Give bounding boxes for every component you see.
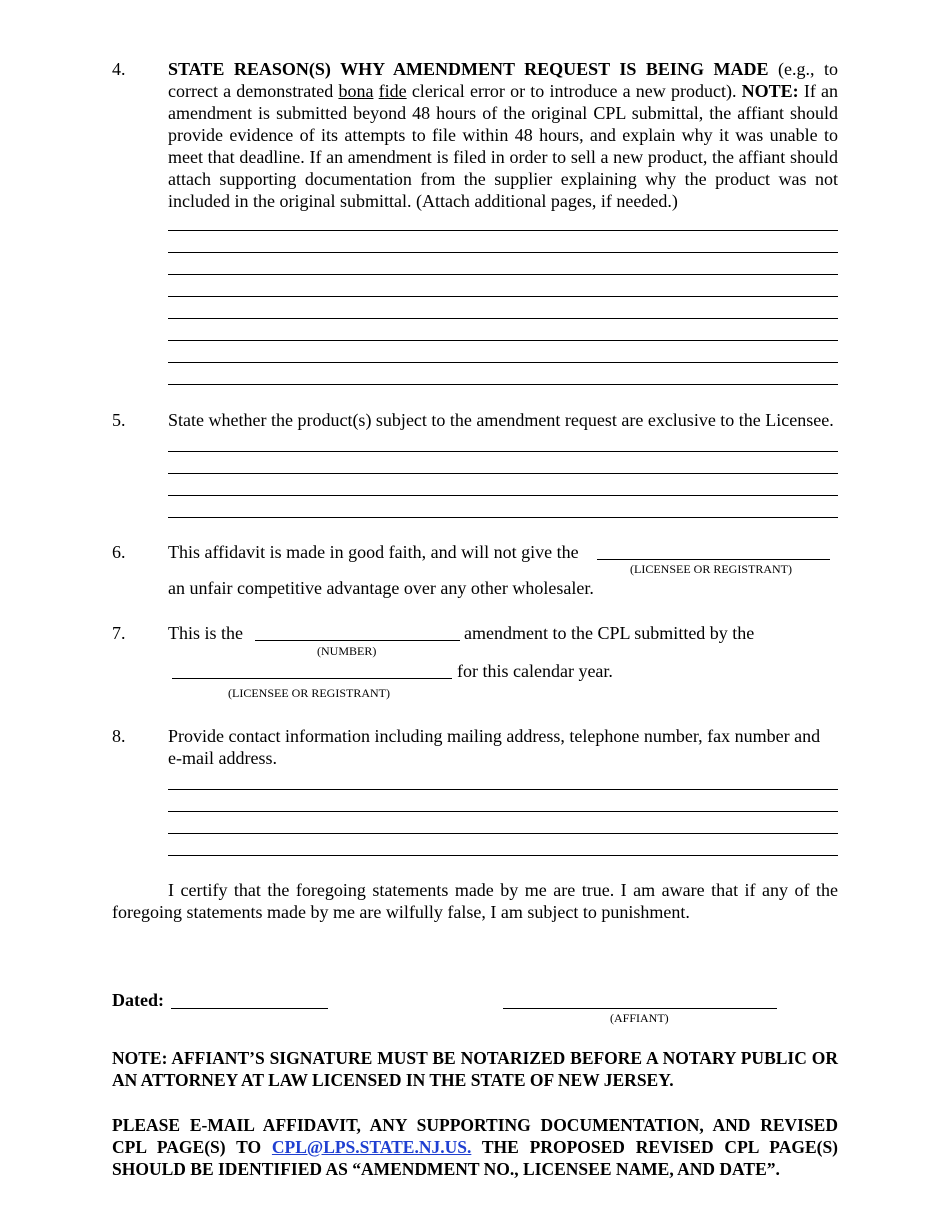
dated-label: Dated: <box>112 990 164 1010</box>
item-7-text-c: for this calendar year. <box>457 661 613 681</box>
item-5-answer-line[interactable] <box>168 451 838 452</box>
item-4-bona: bona <box>338 81 374 101</box>
item-4-answer-line[interactable] <box>168 252 838 253</box>
item-4-note-label: NOTE: <box>741 81 799 101</box>
item-8-text: Provide contact information including mailing address, telephone number, fax number and e-mail address. <box>168 726 821 768</box>
item-5-number: 5. <box>112 410 126 430</box>
item-4-number: 4. <box>112 59 126 79</box>
dated-field[interactable] <box>171 1008 328 1009</box>
item-4-heading: STATE REASON(S) WHY AMENDMENT REQUEST IS BEING MADE <box>168 59 769 79</box>
item-8-answer-line[interactable] <box>168 811 838 812</box>
item-6-text-b: an unfair competitive advantage over any other wholesaler. <box>168 578 594 598</box>
item-5-answer-line[interactable] <box>168 495 838 496</box>
item-4-answer-line[interactable] <box>168 230 838 231</box>
item-6-caption: (LICENSEE OR REGISTRANT) <box>630 562 792 576</box>
email-note-text-a: PLEASE E-MAIL AFFIDAVIT, ANY SUPPORTING DOCUMENTATION, AND REVISED CPL PAGE(S) TO <box>112 1115 838 1157</box>
item-8-answer-line[interactable] <box>168 833 838 834</box>
email-link[interactable]: CPL@LPS.STATE.NJ.US. <box>271 1137 472 1157</box>
item-8-answer-line[interactable] <box>168 789 838 790</box>
notary-note: NOTE: AFFIANT’S SIGNATURE MUST BE NOTARIZED BEFORE A NOTARY PUBLIC OR AN ATTORNEY AT LAW LICENSED IN THE STATE OF NEW JERSEY. <box>112 1048 838 1090</box>
item-5-answer-line[interactable] <box>168 473 838 474</box>
affiant-signature-field[interactable] <box>503 1008 777 1009</box>
item-4-text-a: (e.g., to correct a demonstrated <box>168 59 839 101</box>
item-5-text: State whether the product(s) subject to the amendment request are exclusive to the Licensee. <box>168 410 834 430</box>
item-4-fide: fide <box>378 81 407 101</box>
item-4-answer-line[interactable] <box>168 296 838 297</box>
item-7-licensee-field[interactable] <box>172 678 452 679</box>
item-6-text-a: This affidavit is made in good faith, and will not give the <box>168 542 579 562</box>
item-4-answer-line[interactable] <box>168 274 838 275</box>
affiant-caption: (AFFIANT) <box>610 1011 669 1025</box>
item-7-text-b: amendment to the CPL submitted by the <box>464 623 755 643</box>
item-4-text-b: clerical error or to introduce a new product). <box>406 81 742 101</box>
item-6-licensee-field[interactable] <box>597 559 830 560</box>
item-7-text-a: This is the <box>168 623 243 643</box>
item-7-number: 7. <box>112 623 126 643</box>
item-4-text-c: If an amendment is submitted beyond 48 hours of the original CPL submittal, the affiant should provide evidence of its attempts to file within 48 hours, and explain why it was unable to meet that deadline. If an amendment is filed in order to sell a new product, the affiant should attach supporting documentation from the supplier explaining why the product was not included in the original submittal. (Attach additional pages, if needed.) <box>168 81 838 211</box>
email-note-text-b: THE PROPOSED REVISED CPL PAGE(S) SHOULD BE IDENTIFIED AS “AMENDMENT NO., LICENSEE NAME, AND DATE”. <box>112 1137 839 1179</box>
item-5-answer-line[interactable] <box>168 517 838 518</box>
item-4-answer-line[interactable] <box>168 384 838 385</box>
item-7-number-field[interactable] <box>255 640 460 641</box>
certification-statement: I certify that the foregoing statements made by me are true. I am aware that if any of the foregoing statements made by me are wilfully false, I am subject to punishment. <box>112 880 838 922</box>
email-note <box>112 1114 838 1180</box>
item-6-number: 6. <box>112 542 126 562</box>
item-7-caption-number: (NUMBER) <box>317 644 377 658</box>
item-4-text <box>168 58 838 212</box>
item-4-answer-line[interactable] <box>168 340 838 341</box>
item-4-answer-line[interactable] <box>168 318 838 319</box>
item-7-caption-licensee: (LICENSEE OR REGISTRANT) <box>228 686 390 700</box>
item-4-answer-line[interactable] <box>168 362 838 363</box>
item-8-answer-line[interactable] <box>168 855 838 856</box>
item-8-number: 8. <box>112 726 126 746</box>
